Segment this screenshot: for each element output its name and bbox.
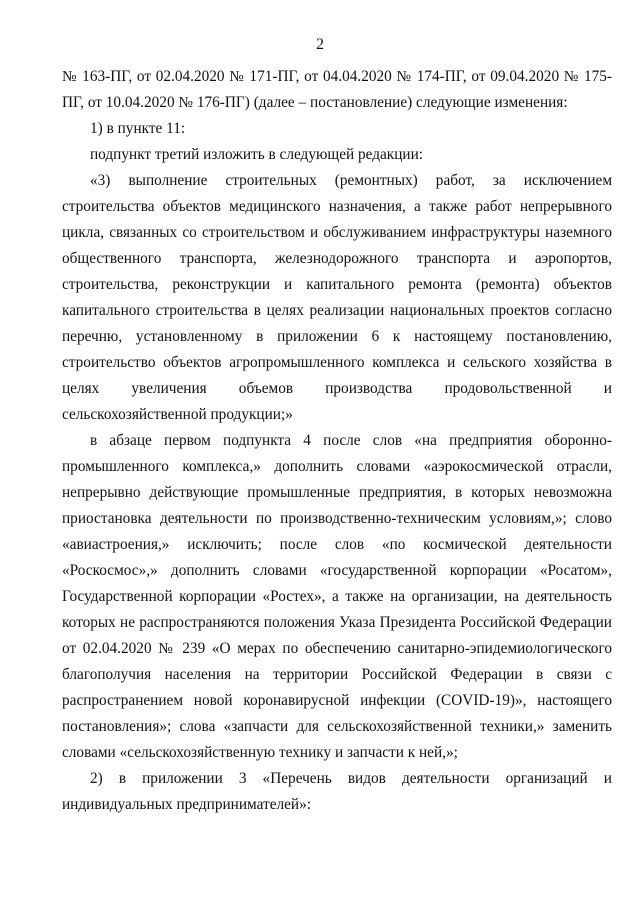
paragraph-subitem-intro: подпункт третий изложить в следующей редакции: [90, 146, 424, 163]
paragraph-subitem-4-amendment: в абзаце первом подпункта 4 после слов «на предприятия оборонно-промышленного комплекса,» дополнить словами «аэрокосмической отрасли, непрерывно действующие промышленные предприятия, в которых невозможна приостановка деятельности по производственно-техническим условиям,»; слово «авиастроения,» исключить; после слов «по космической деятельности «Роскосмос»,» дополнить словами «государственной корпорации «Росатом», Государственной корпорации «Ростех», а также на организации, на деятельность которых не распространяются положения Указа Президента Российской Федерации от 02.04.2020 № 239 «О мерах по обеспечению санитарно-эпидемиологического благополучия населения на территории Российской Федерации в связи с распространением новой коронавирусной инфекции (COVID-19)», настоящего постановления»; слова «запчасти для сельскохозяйственной техники,» заменить словами «сельскохозяйственную технику и запчасти к ней,»; [62, 432, 612, 761]
page-number: 2 [316, 36, 324, 53]
paragraph-item-1: 1) в пункте 11: [90, 120, 186, 137]
paragraph-continuation: № 163-ПГ, от 02.04.2020 № 171-ПГ, от 04.04.2020 № 174-ПГ, от 09.04.2020 № 175-ПГ, от 10.04.2020 № 176-ПГ) (далее – постановление) следующие изменения: [62, 68, 612, 111]
paragraph-quoted-subitem-3: «3) выполнение строительных (ремонтных) работ, за исключением строительства объектов медицинского назначения, а также работ непрерывного цикла, связанных со строительством и обслуживанием инфраструктуры наземного общественного транспорта, железнодорожного транспорта и аэропортов, строительства, реконструкции и капитального ремонта (ремонта) объектов капитального строительства в целях реализации национальных проектов согласно перечню, установленному в приложении 6 к настоящему постановлению, строительство объектов агропромышленного комплекса и сельского хозяйства в целях увеличения объемов производства продовольственной и сельскохозяйственной продукции;» [62, 172, 612, 423]
document-body [62, 64, 612, 818]
paragraph-item-2: 2) в приложении 3 «Перечень видов деятельности организаций и индивидуальных предпринимателей»: [62, 770, 612, 813]
